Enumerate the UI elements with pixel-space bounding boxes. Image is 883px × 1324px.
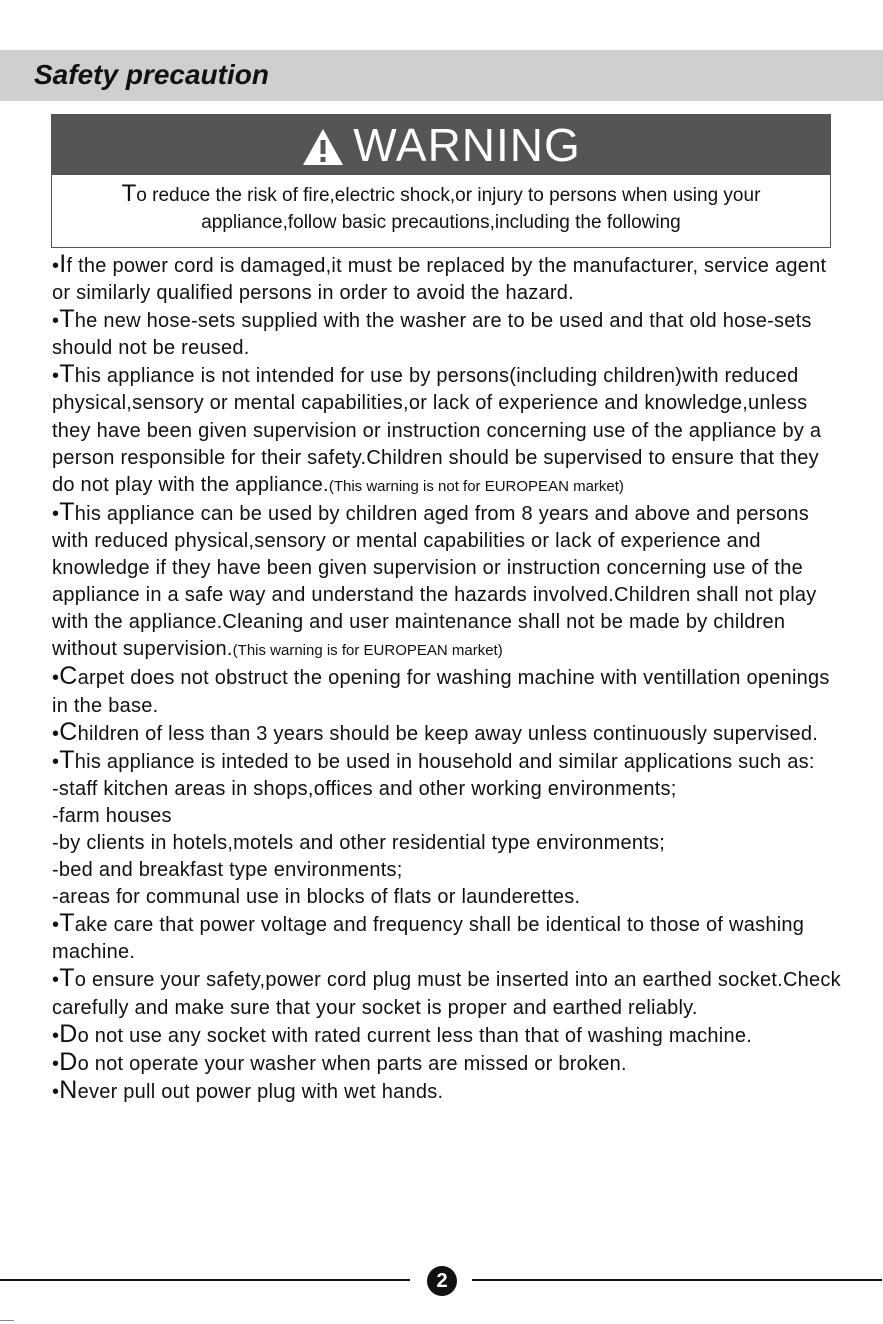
warning-header bbox=[52, 115, 830, 175]
list-item: •To ensure your safety,power cord plug must be inserted into an earthed socket.Check carefully and make sure that your socket is proper and earthed reliably. bbox=[52, 964, 841, 1019]
list-item: •Never pull out power plug with wet hands. bbox=[52, 1075, 444, 1104]
footer-divider-left bbox=[0, 1279, 410, 1281]
sub-item: -bed and breakfast type environments; bbox=[52, 859, 403, 882]
warning-line-2: appliance,follow basic precautions,including the following bbox=[201, 212, 681, 233]
warning-heading: WARNING bbox=[353, 119, 581, 171]
footer-divider-right bbox=[472, 1279, 882, 1281]
warning-line-1: o reduce the risk of fire,electric shock,or injury to persons when using your bbox=[136, 185, 761, 206]
list-item: •Do not operate your washer when parts are missed or broken. bbox=[52, 1047, 627, 1076]
warning-text bbox=[52, 175, 830, 236]
market-note: (This warning is for EUROPEAN market) bbox=[232, 642, 503, 660]
market-note: (This warning is not for EUROPEAN market) bbox=[328, 477, 624, 495]
sub-item: -by clients in hotels,motels and other residential type environments; bbox=[52, 831, 666, 854]
list-item: •This appliance can be used by children aged from 8 years and above and persons with reduced physical,sensory or mental capabilities or lack of experience and knowledge if they have been given supervision or instruction concerning use of the appliance in a safe way and understand the hazards involved.Children shall not play with the appliance.Cleaning and user maintenance shall not be made by children without supervision.(This warning is for EUROPEAN market) bbox=[52, 497, 817, 661]
list-item: •This appliance is not intended for use by persons(including children)with reduced physical,sensory or mental capabilities,or lack of experience and knowledge,unless they have been given supervision or instruction concerning use of the appliance by a person responsible for their safety.Children should be supervised to ensure that they do not play with the appliance.(This warning is not for EUROPEAN market) bbox=[52, 360, 822, 496]
precautions-list bbox=[52, 252, 842, 1106]
list-item: •This appliance is inteded to be used in household and similar applications such as: bbox=[52, 745, 815, 774]
sub-item: -farm houses bbox=[52, 804, 172, 827]
page-title: Safety precaution bbox=[34, 59, 269, 90]
sub-item: -staff kitchen areas in shops,offices and other working environments; bbox=[52, 777, 677, 800]
list-item: •The new hose-sets supplied with the washer are to be used and that old hose-sets should not be reused. bbox=[52, 305, 812, 360]
corner-mark bbox=[0, 1320, 14, 1321]
page-number-badge: 2 bbox=[427, 1266, 457, 1296]
list-item: •If the power cord is damaged,it must be replaced by the manufacturer, service agent or similarly qualified persons in order to avoid the hazard. bbox=[52, 250, 827, 305]
warning-dropcap: T bbox=[121, 180, 137, 207]
warning-box bbox=[51, 114, 831, 248]
list-item: •Take care that power voltage and frequency shall be identical to those of washing machine. bbox=[52, 909, 805, 964]
list-item: •Children of less than 3 years should be keep away unless continuously supervised. bbox=[52, 717, 819, 746]
sub-item: -areas for communal use in blocks of flats or launderettes. bbox=[52, 886, 581, 909]
list-item: •Do not use any socket with rated current less than that of washing machine. bbox=[52, 1019, 752, 1048]
warning-triangle-icon bbox=[301, 127, 345, 167]
list-item: •Carpet does not obstruct the opening for washing machine with ventillation openings in the base. bbox=[52, 662, 830, 717]
